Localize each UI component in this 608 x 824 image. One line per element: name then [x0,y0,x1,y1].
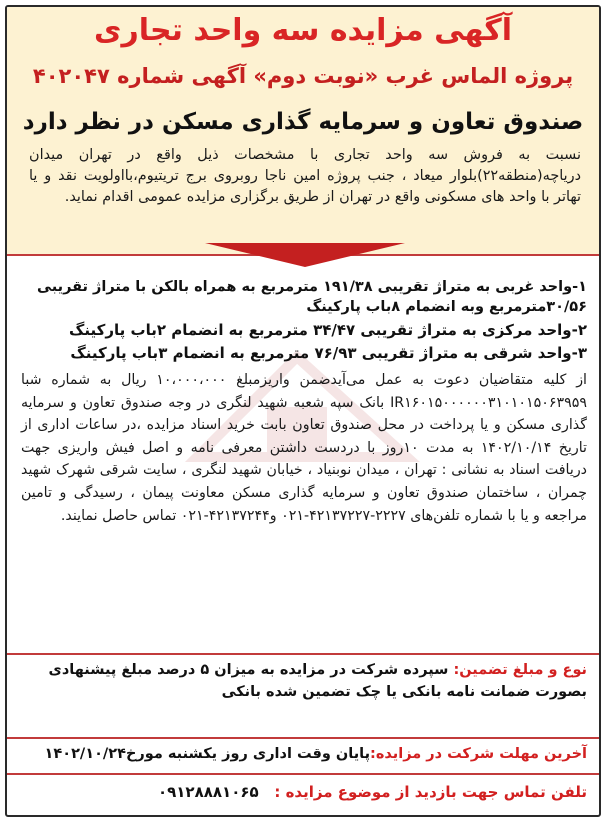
notice-subtitle: پروژه الماس غرب «نوبت دوم» آگهی شماره ۴۰۲۰۴۷ [32,64,574,88]
divider-line [7,737,599,739]
guarantee-label: نوع و مبلغ تضمین: [453,662,587,678]
notice-body [21,277,587,527]
contact-label: تلفن تماس جهت بازدید از موضوع مزایده : [274,783,587,801]
guarantee-text: سپرده شرکت در مزایده به میزان ۵ درصد مبلغ پیشنهادی بصورت ضمانت نامه بانکی یا چک تضمین شده بانکی [48,662,587,700]
guarantee-section [21,659,587,703]
instructions-paragraph: از کلیه متقاضیان دعوت به عمل می‌آیدضمن واریزمبلغ ۱۰،۰۰۰،۰۰۰ ریال به شماره شبا IR۱۶۰۱۵۰۰۰۰۰۰۳۱۰۱۰۱۵۰۶۳۹۵۹ بانک سپه شعبه شهید لنگری در وجه صندوق تعاون و سرمایه گذاری مسکن و یا پرداخت در محل صندوق تعاون بابت خرید اسناد مزایده ،در ساعات اداری از تاریخ ۱۴۰۲/۱۰/۱۴ به مدت ۱۰روز با دردست داشتن معرفی نامه و اصل فیش واریزی جهت دریافت اسناد به نشانی : تهران ، میدان نوبنیاد ، خیابان شهید لنگری ، سایت شرقی شهرک شهید چمران ، ساختمان صندوق تعاون و سرمایه گذاری مسکن معاونت پیمان ، رسیدگی و تامین مراجعه و یا با شماره تلفن‌های ۲۲۲۷-۴۲۱۳۷۲۲۷-۰۲۱ و۴۲۱۳۷۲۴۴-۰۲۱ تماس حاصل نمایند. [21,372,587,524]
auction-notice [5,5,601,817]
organization-line: صندوق تعاون و سرمایه گذاری مسکن در نظر دارد [22,109,584,135]
unit-item-east: ۳-واحد شرقی به متراژ تقریبی ۷۶/۹۳ مترمربع به انضمام ۳باب پارکینگ [70,344,587,362]
deadline-section [21,743,587,765]
intro-paragraph: نسبت به فروش سه واحد تجاری با مشخصات ذیل واقع در تهران میدان دریاچه(منطقه۲۲)بلوار میعاد ، جنب پروژه امین ناجا روبروی برج تریتیوم،بااولویت نقد و یا تهاتر با واحد های مسکونی واقع در تهران از طریق برگزاری مزایده عمومی اقدام نماید. [29,147,581,205]
deadline-label: آخرین مهلت شرکت در مزایده: [370,746,587,762]
deadline-text: پایان وقت اداری روز یکشنبه مورخ۱۴۰۲/۱۰/۲۴ [44,746,371,762]
unit-item-west: ۱-واحد غربی به متراژ تقریبی ۱۹۱/۳۸ مترمربع به همراه بالکن با متراژ تقریبی ۳۰/۵۶مترمربع وبه انضمام ۸باب پارکینگ [37,279,587,315]
divider-ornament-icon [205,241,405,269]
notice-title: آگهی مزایده سه واحد تجاری [94,13,512,48]
divider-line [7,653,599,655]
contact-phone: ۰۹۱۲۸۸۸۱۰۶۵ [157,783,259,801]
notice-header [7,7,599,256]
contact-section [21,780,587,804]
divider-line [7,773,599,775]
unit-item-center: ۲-واحد مرکزی به متراژ تقریبی ۳۴/۴۷ مترمربع به انضمام ۲باب پارکینگ [69,321,587,339]
